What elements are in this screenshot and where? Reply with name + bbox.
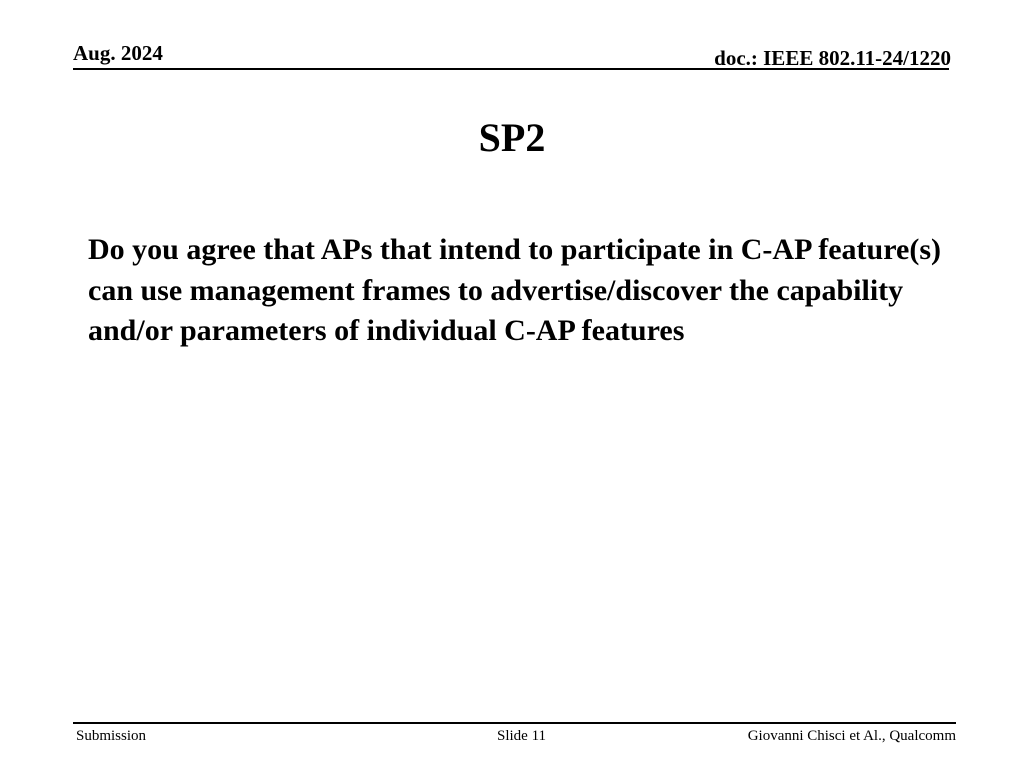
- footer-authors: Giovanni Chisci et Al., Qualcomm: [747, 728, 956, 744]
- document-id: doc.: IEEE 802.11-24/1220: [714, 46, 951, 70]
- slide-number: Slide 11: [497, 728, 547, 744]
- footer-submission: Submission: [76, 728, 147, 744]
- header-divider: [73, 68, 949, 70]
- straw-poll-question: Do you agree that APs that intend to participate in C-AP feature(s) can use management frames to advertise/discover the capability and/or parameters of individual C-AP features: [88, 233, 941, 347]
- footer-divider: [73, 722, 956, 724]
- header-date: Aug. 2024: [73, 41, 163, 65]
- slide-title: SP2: [478, 115, 546, 160]
